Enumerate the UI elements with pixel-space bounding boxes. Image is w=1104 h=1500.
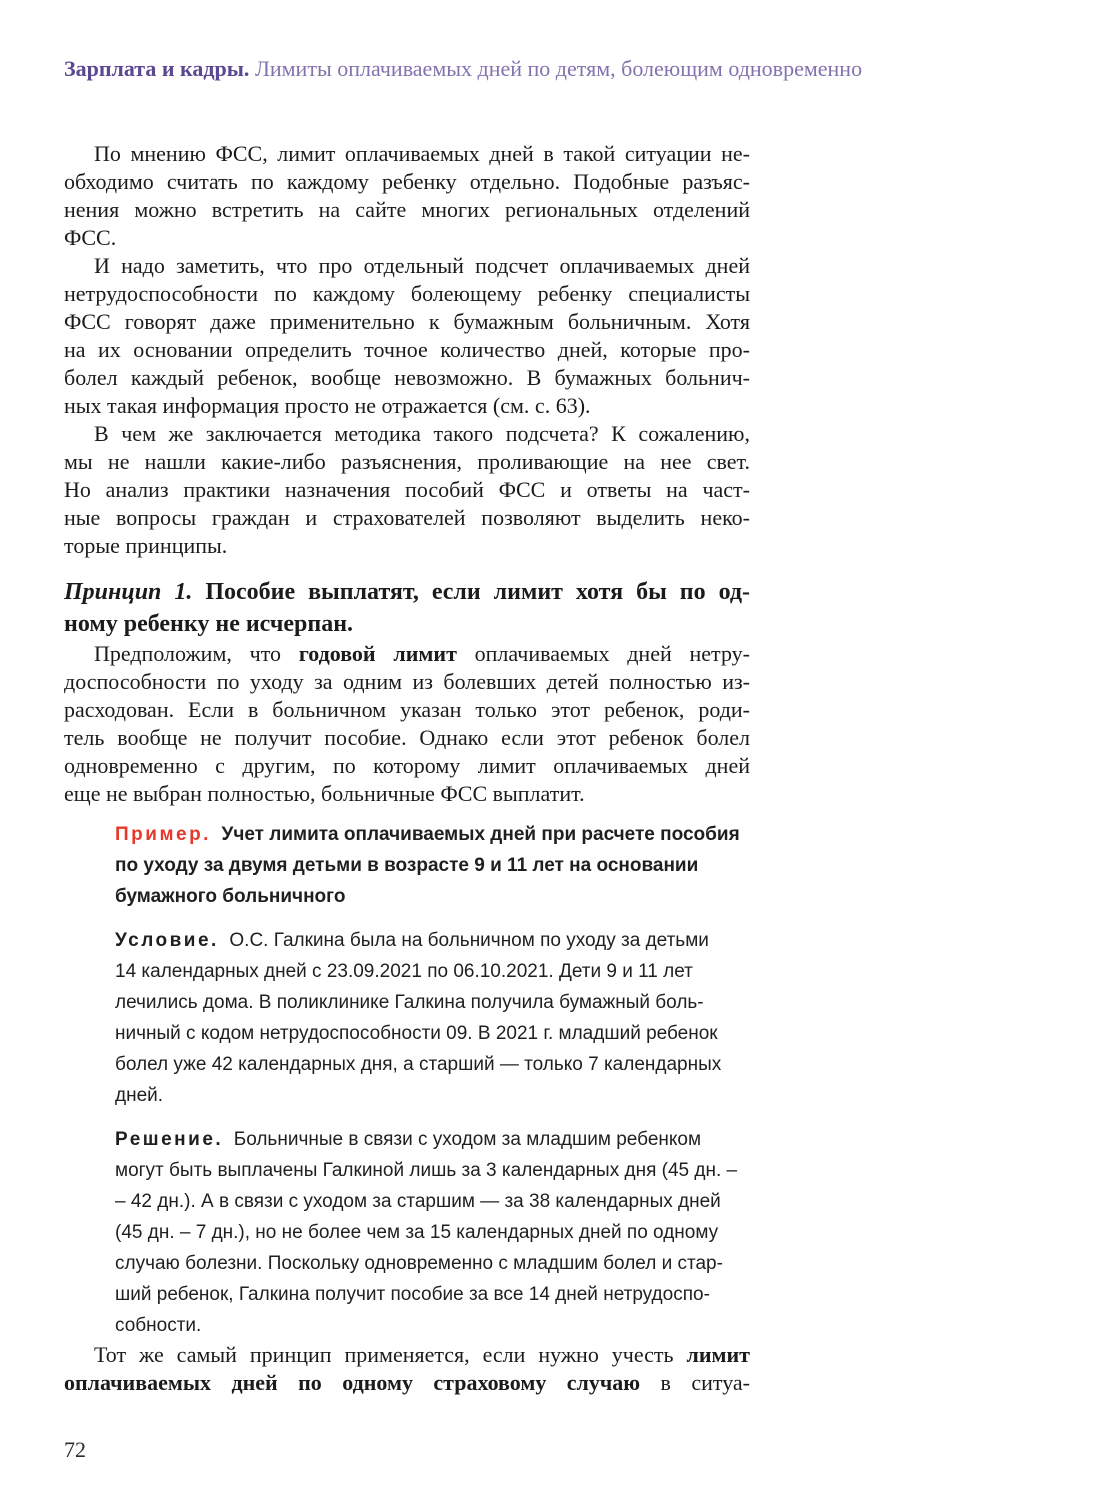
- text-line: [64, 576, 750, 608]
- text-segment: И надо заметить, что про отдельный подсчет оплачиваемых дней: [94, 253, 750, 278]
- text-line: [64, 420, 750, 448]
- text-segment: еще не выбран полностью, больничные ФСС выплатит.: [64, 781, 585, 806]
- text-segment: одновременно с другим, по которому лимит оплачиваемых дней: [64, 753, 750, 778]
- text-line: [115, 1124, 750, 1155]
- header-article-title: Лимиты оплачиваемых дней по детям, болеющим одновременно: [254, 56, 863, 81]
- text-line: [64, 752, 750, 780]
- text-segment: ФСС говорят даже применительно к бумажным больничным. Хотя: [64, 309, 750, 334]
- text-line: [64, 364, 750, 392]
- text-segment: в ситуа-: [640, 1370, 750, 1395]
- text-segment: Решение.: [115, 1129, 224, 1150]
- text-segment: По мнению ФСС, лимит оплачиваемых дней в такой ситуации не-: [94, 141, 750, 166]
- text-segment: оплачиваемых дней по одному страховому случаю: [64, 1370, 641, 1395]
- content: [64, 140, 750, 1397]
- page-header: [64, 55, 863, 83]
- text-segment: Больничные в связи с уходом за младшим ребенком: [223, 1129, 702, 1150]
- text-line: [64, 1369, 750, 1397]
- text-line: [64, 196, 750, 224]
- text-line: [115, 1186, 750, 1217]
- text-line: [64, 668, 750, 696]
- text-line: [115, 1217, 750, 1248]
- example-heading: [64, 819, 750, 912]
- page-number: 72: [64, 1437, 86, 1462]
- text-line: [115, 925, 750, 956]
- heading-principle-1: [64, 576, 750, 640]
- text-line: [115, 1248, 750, 1279]
- text-segment: доспособности по уходу за одним из болевших детей полностью из-: [64, 669, 750, 694]
- text-line: [115, 819, 750, 850]
- text-segment: оплачиваемых дней нетру-: [456, 641, 750, 666]
- text-segment: ному ребенку не исчерпан.: [64, 611, 354, 637]
- text-segment: ший ребенок, Галкина получит пособие за все 14 дней нетрудоспо-: [115, 1284, 710, 1305]
- text-line: [115, 1310, 750, 1341]
- text-segment: лечились дома. В поликлинике Галкина получила бумажный боль-: [115, 992, 704, 1013]
- text-segment: ФСС.: [64, 225, 117, 250]
- text-line: [64, 640, 750, 668]
- text-segment: ничный с кодом нетрудоспособности 09. В 2021 г. младший ребенок: [115, 1023, 718, 1044]
- text-line: [64, 1341, 750, 1369]
- text-line: [115, 987, 750, 1018]
- text-line: [115, 956, 750, 987]
- text-segment: бумажного больничного: [115, 886, 346, 907]
- text-segment: Но анализ практики назначения пособий ФСС и ответы на част-: [64, 477, 750, 502]
- example-condition: [64, 925, 750, 1111]
- text-segment: Принцип 1.: [64, 579, 193, 605]
- text-line: [64, 504, 750, 532]
- text-line: [64, 168, 750, 196]
- text-segment: О.С. Галкина была на больничном по уходу за детьми: [218, 930, 709, 951]
- text-segment: болел каждый ребенок, вообще невозможно. В бумажных больнич-: [64, 365, 750, 390]
- example-solution: [64, 1124, 750, 1341]
- text-segment: [211, 824, 222, 845]
- text-line: [64, 224, 750, 252]
- text-line: [64, 140, 750, 168]
- text-segment: Учет лимита оплачиваемых дней при расчете пособия: [221, 824, 740, 845]
- text-segment: (45 дн. – 7 дн.), но не более чем за 15 календарных дней по одному: [115, 1222, 719, 1243]
- text-segment: Тот же самый принцип применяется, если нужно учесть: [94, 1342, 687, 1367]
- example-label: Пример.: [115, 824, 211, 845]
- text-line: [64, 724, 750, 752]
- text-segment: – 42 дн.). А в связи с уходом за старшим — за 38 календарных дней: [115, 1191, 721, 1212]
- text-segment: мы не нашли какие-либо разъяснения, проливающие на нее свет.: [64, 449, 750, 474]
- text-segment: торые принципы.: [64, 533, 228, 558]
- text-line: [64, 252, 750, 280]
- text-segment: расходован. Если в больничном указан только этот ребенок, роди-: [64, 697, 750, 722]
- text-segment: нения можно встретить на сайте многих региональных отделений: [64, 197, 750, 222]
- text-line: [115, 850, 750, 881]
- text-line: [64, 608, 750, 640]
- text-line: [115, 1049, 750, 1080]
- paragraph-same-principle: [64, 1341, 750, 1397]
- text-line: [115, 1155, 750, 1186]
- paragraph-separate-count: [64, 252, 750, 420]
- text-segment: на их основании определить точное количество дней, которые про-: [64, 337, 750, 362]
- text-line: [115, 881, 750, 912]
- text-segment: В чем же заключается методика такого подсчета? К сожалению,: [94, 421, 750, 446]
- text-segment: Пособие выплатят, если лимит хотя бы по од-: [205, 579, 750, 605]
- paragraph-method-question: [64, 420, 750, 560]
- text-line: [64, 308, 750, 336]
- text-segment: собности.: [115, 1315, 202, 1336]
- text-line: [64, 392, 750, 420]
- text-segment: случаю болезни. Поскольку одновременно с младшим болел и стар-: [115, 1253, 723, 1274]
- paragraph-annual-limit: [64, 640, 750, 808]
- text-line: [64, 280, 750, 308]
- text-line: [115, 1279, 750, 1310]
- text-line: [115, 1018, 750, 1049]
- text-segment: лимит: [686, 1342, 750, 1367]
- text-line: [64, 780, 750, 808]
- text-line: [64, 476, 750, 504]
- text-segment: болел уже 42 календарных дня, а старший — только 7 календарных: [115, 1054, 722, 1075]
- text-segment: нетрудоспособности по каждому болеющему ребенку специалисты: [64, 281, 750, 306]
- text-line: [64, 336, 750, 364]
- text-segment: ные вопросы граждан и страхователей позволяют выделить неко-: [64, 505, 750, 530]
- text-segment: годовой лимит: [298, 641, 457, 666]
- header-section-label: Зарплата и кадры.: [64, 56, 250, 81]
- text-segment: дней.: [115, 1085, 164, 1106]
- paragraph-fss-opinion: [64, 140, 750, 252]
- text-segment: по уходу за двумя детьми в возрасте 9 и 11 лет на основании: [115, 855, 699, 876]
- text-segment: [192, 579, 205, 605]
- text-line: [64, 696, 750, 724]
- text-segment: обходимо считать по каждому ребенку отдельно. Подобные разъяс-: [64, 169, 750, 194]
- text-line: [115, 1080, 750, 1111]
- text-segment: Предположим, что: [94, 641, 299, 666]
- text-segment: тель вообще не получит пособие. Однако если этот ребенок болел: [64, 725, 750, 750]
- text-segment: 14 календарных дней с 23.09.2021 по 06.10.2021. Дети 9 и 11 лет: [115, 961, 693, 982]
- text-segment: ных такая информация просто не отражается (см. с. 63).: [64, 393, 591, 418]
- text-segment: Условие.: [115, 930, 219, 951]
- text-segment: могут быть выплачены Галкиной лишь за 3 календарных дня (45 дн. –: [115, 1160, 738, 1181]
- text-line: [64, 448, 750, 476]
- text-line: [64, 532, 750, 560]
